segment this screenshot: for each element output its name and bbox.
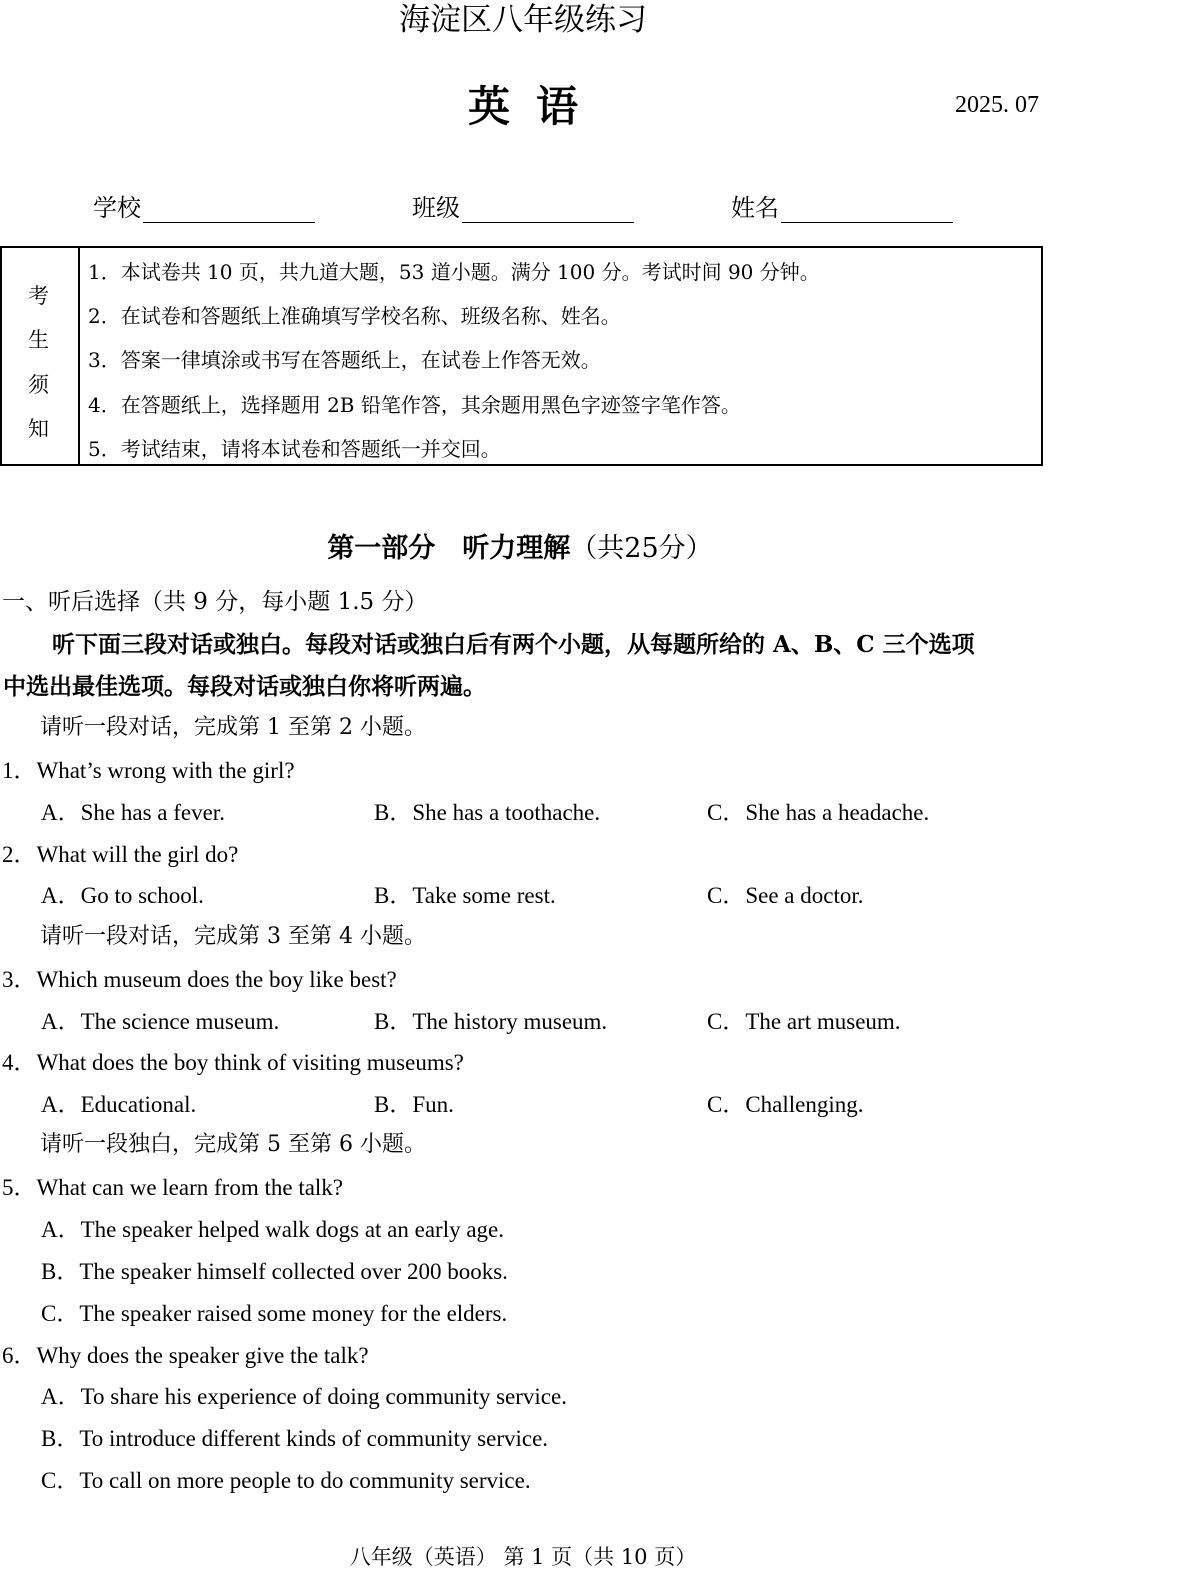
part-title <box>0 526 1040 565</box>
notice-heading-char: 须 <box>28 373 49 397</box>
page-footer: 八年级（英语） 第 1 页（共 10 页） <box>349 1545 697 1569</box>
class-field <box>412 188 634 223</box>
school-field <box>93 188 315 223</box>
school-blank[interactable] <box>143 194 315 223</box>
option-b[interactable]: B．The speaker himself collected over 200 books. <box>41 1259 508 1284</box>
option-a[interactable]: A．She has a fever. <box>41 800 225 825</box>
notice-heading-char: 考 <box>28 284 49 308</box>
part-title-main: 第一部分 听力理解 <box>327 533 571 564</box>
name-field <box>731 188 953 223</box>
subject-title: 英语 <box>467 82 604 131</box>
notice-item: 1．本试卷共 10 页，共九道大题，53 道小题。满分 100 分。考试时间 90 分钟。 <box>88 260 820 284</box>
question-stem: 5．What can we learn from the talk? <box>2 1175 344 1200</box>
option-c[interactable]: C．She has a headache. <box>707 800 930 825</box>
notice-item: 4．在答题纸上，选择题用 2B 铅笔作答，其余题用黑色字迹签字笔作答。 <box>88 393 741 417</box>
question-stem: 1．What’s wrong with the girl? <box>2 758 295 783</box>
option-b[interactable]: B．She has a toothache. <box>374 800 601 825</box>
option-b[interactable]: B．Take some rest. <box>374 883 556 908</box>
notice-heading-char: 生 <box>28 328 49 352</box>
class-blank[interactable] <box>462 194 634 223</box>
section-title: 一、听后选择（共 9 分，每小题 1.5 分） <box>2 589 428 615</box>
listening-prompt: 请听一段对话，完成第 3 至第 4 小题。 <box>40 924 426 949</box>
question-stem: 2．What will the girl do? <box>2 842 239 867</box>
option-c[interactable]: C．The art museum. <box>707 1009 901 1034</box>
question-stem: 4．What does the boy think of visiting museums? <box>2 1050 464 1075</box>
page-title: 海淀区八年级练习 <box>399 2 647 38</box>
option-b[interactable]: B．To introduce different kinds of community service. <box>41 1426 549 1451</box>
name-blank[interactable] <box>781 194 953 223</box>
notice-item: 3．答案一律填涂或书写在答题纸上，在试卷上作答无效。 <box>88 348 601 372</box>
option-a[interactable]: A．The science museum. <box>41 1009 280 1034</box>
notice-item: 5．考试结束，请将本试卷和答题纸一并交回。 <box>88 437 501 461</box>
option-b[interactable]: B．Fun. <box>374 1092 454 1117</box>
name-label: 姓名 <box>731 194 779 222</box>
option-c[interactable]: C．To call on more people to do community service. <box>41 1468 531 1493</box>
option-a[interactable]: A．Go to school. <box>41 883 204 908</box>
option-b[interactable]: B．The history museum. <box>374 1009 608 1034</box>
option-a[interactable]: A．The speaker helped walk dogs at an early age. <box>41 1217 505 1242</box>
notice-heading-char: 知 <box>28 417 49 441</box>
option-c[interactable]: C．Challenging. <box>707 1092 864 1117</box>
option-a[interactable]: A．Educational. <box>41 1092 197 1117</box>
notice-item: 2．在试卷和答题纸上准确填写学校名称、班级名称、姓名。 <box>88 304 621 328</box>
option-c[interactable]: C．The speaker raised some money for the elders. <box>41 1301 508 1326</box>
class-label: 班级 <box>412 194 460 222</box>
part-title-score: （共25分） <box>570 533 713 564</box>
instruction-line: 中选出最佳选项。每段对话或独白你将听两遍。 <box>3 673 486 700</box>
option-a[interactable]: A．To share his experience of doing community service. <box>41 1384 567 1409</box>
school-label: 学校 <box>93 194 141 222</box>
question-stem: 6．Why does the speaker give the talk? <box>2 1343 369 1368</box>
option-c[interactable]: C．See a doctor. <box>707 883 864 908</box>
listening-prompt: 请听一段对话，完成第 1 至第 2 小题。 <box>40 715 426 740</box>
instruction-line: 听下面三段对话或独白。每段对话或独白后有两个小题，从每题所给的 A、B、C 三个选项 <box>52 631 975 658</box>
notice-heading <box>2 248 80 464</box>
question-stem: 3．Which museum does the boy like best? <box>2 967 397 992</box>
listening-prompt: 请听一段独白，完成第 5 至第 6 小题。 <box>40 1132 426 1157</box>
exam-date: 2025. 07 <box>955 92 1039 118</box>
